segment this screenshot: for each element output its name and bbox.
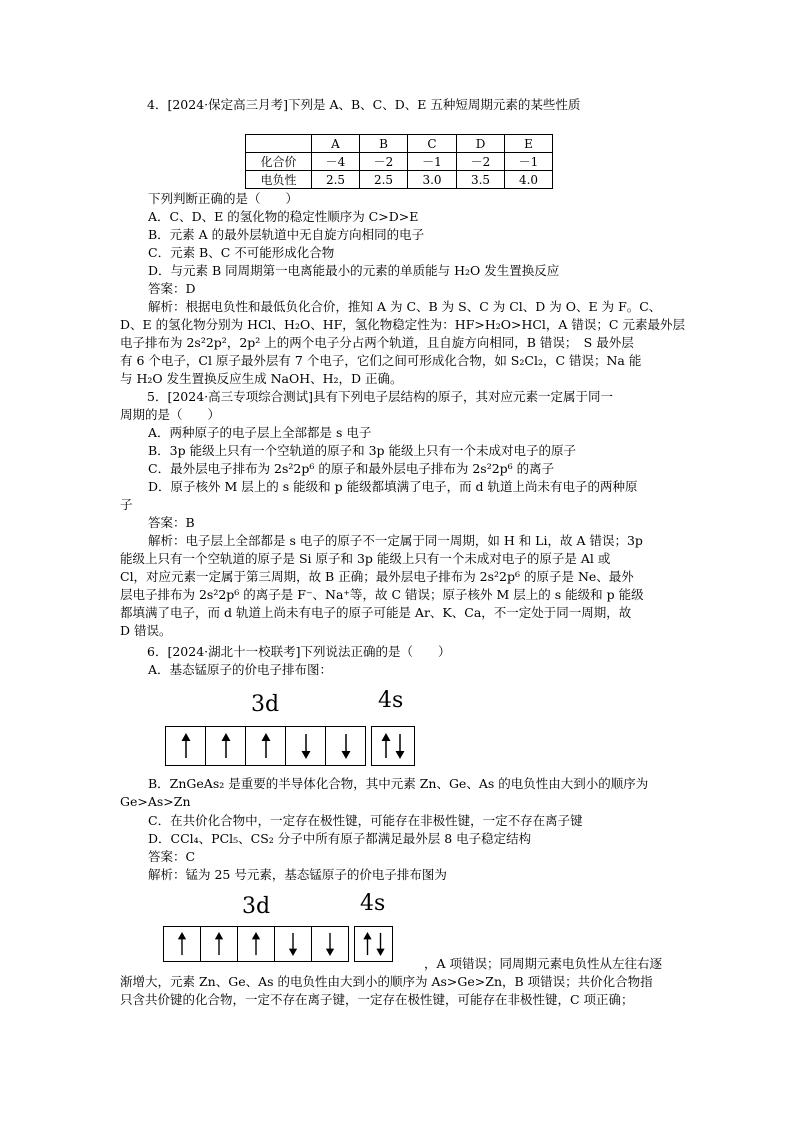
table-cell: D xyxy=(457,135,505,153)
q6-option-a: A．基态锰原子的价电子排布图： xyxy=(148,662,333,677)
q5-stem-cont: 周期的是（ ） xyxy=(120,407,221,422)
q6-stem: 6．[2024·湖北十一校联考]下列说法正确的是（ ） xyxy=(147,644,451,659)
table-cell: －2 xyxy=(360,153,408,171)
spin-up-arrow-icon xyxy=(379,733,393,759)
table-cell: 2.5 xyxy=(312,171,360,189)
table-cell xyxy=(246,135,312,153)
q5-explanation-line: 层电子排布为 2s²2p⁶ 的离子是 F⁻、Na⁺等，故 C 错误；原子核外 M 层上的 s 能级和 p 能级 xyxy=(120,587,644,602)
table-cell: A xyxy=(312,135,360,153)
spin-down-arrow-icon xyxy=(339,733,353,759)
q5-option-d: D．原子核外 M 层上的 s 能级和 p 能级都填满了电子，而 d 轨道上尚未有电子的两种原 xyxy=(148,479,638,494)
table-cell: 电负性 xyxy=(246,171,312,189)
q4-explanation-line: 有 6 个电子，Cl 原子最外层有 7 个电子，它们之间可形成化合物，如 S₂Cl₂，C 错误；Na 能 xyxy=(120,353,642,368)
q5-explanation-line: 能级上只有一个空轨道的原子是 Si 原子和 3p 能级上只有一个未成对电子的原子是 Al 或 xyxy=(120,551,611,566)
table-cell: 4.0 xyxy=(505,171,553,189)
q6-option-b-cont: Ge>As>Zn xyxy=(120,794,191,809)
orbital-box xyxy=(372,727,414,765)
table-cell: －1 xyxy=(408,153,457,171)
table-cell: 化合价 xyxy=(246,153,312,171)
table-header-row xyxy=(246,135,553,153)
orbital-box xyxy=(166,727,206,765)
table-cell: E xyxy=(505,135,553,153)
spin-up-arrow-icon xyxy=(175,932,189,956)
orbital-box xyxy=(275,927,312,961)
orbital-box xyxy=(286,727,326,765)
orbital-box xyxy=(206,727,246,765)
orbital-box xyxy=(326,727,365,765)
table-cell: －2 xyxy=(457,153,505,171)
table-cell: C xyxy=(408,135,457,153)
q4-option-d: D．与元素 B 同周期第一电离能最小的元素的单质能与 H₂O 发生置换反应 xyxy=(148,263,560,278)
spin-up-arrow-icon xyxy=(179,733,193,759)
q5-option-d-cont: 子 xyxy=(120,497,133,512)
spin-up-arrow-icon xyxy=(361,932,374,956)
q6-explanation-intro: 解析：锰为 25 号元素，基态锰原子的价电子排布图为 xyxy=(148,867,447,882)
table-cell: B xyxy=(360,135,408,153)
q6-explanation-line: 只含共价键的化合物，一定不存在离子键，一定存在极性键，可能存在非极性键，C 项正确； xyxy=(120,992,634,1007)
q4-stem: 4．[2024·保定高三月考]下列是 A、B、C、D、E 五种短周期元素的某些性质 xyxy=(147,97,581,112)
spin-down-arrow-icon xyxy=(323,932,337,956)
spin-down-arrow-icon xyxy=(299,733,313,759)
orbital-3d-boxes xyxy=(165,726,366,766)
q4-explanation-line: D、E 的氢化物分别为 HCl、H₂O、HF，氢化物稳定性为：HF>H₂O>HCl，A 错误；C 元素最外层 xyxy=(120,317,685,332)
q6-answer: 答案：C xyxy=(148,849,196,864)
orbital-4s-box xyxy=(371,726,415,766)
q5-explanation-line: Cl，对应元素一定属于第三周期，故 B 正确；最外层电子排布为 2s²2p⁶ 的原子是 Ne、最外 xyxy=(120,569,634,584)
spin-down-arrow-icon xyxy=(286,932,300,956)
q4-option-c: C．元素 B、C 不可能形成化合物 xyxy=(148,245,335,260)
q6-option-d: D．CCl₄、PCl₅、CS₂ 分子中所有原子都满足最外层 8 电子稳定结构 xyxy=(148,831,532,846)
label-3d: 3d xyxy=(251,692,280,717)
orbital-box xyxy=(246,727,286,765)
q5-explanation-line: D 错误。 xyxy=(120,623,172,638)
table-row xyxy=(246,171,553,189)
properties-table xyxy=(245,134,553,189)
q5-option-a: A．两种原子的电子层上全部都是 s 电子 xyxy=(148,425,372,440)
table-cell: 3.0 xyxy=(408,171,457,189)
spin-up-arrow-icon xyxy=(249,932,263,956)
q6-explanation-line: ，A 项错误；同周期元素电负性从左往右逐 xyxy=(424,956,663,971)
table-cell: －4 xyxy=(312,153,360,171)
q4-explanation-line: 解析：根据电负性和最低负化合价，推知 A 为 C、B 为 S、C 为 Cl、D 为 O、E 为 F。C、 xyxy=(148,299,662,314)
orbital-box xyxy=(312,927,348,961)
q5-answer: 答案：B xyxy=(148,515,195,530)
q4-answer: 答案：D xyxy=(148,281,196,296)
orbital-box xyxy=(201,927,238,961)
spin-up-arrow-icon xyxy=(219,733,233,759)
table-cell: 3.5 xyxy=(457,171,505,189)
q4-option-b: B．元素 A 的最外层轨道中无自旋方向相同的电子 xyxy=(148,227,425,242)
q5-explanation-line: 解析：电子层上全部都是 s 电子的原子不一定属于同一周期，如 H 和 Li，故 A 错误；3p xyxy=(148,533,643,548)
q4-explanation-line: 电子排布为 2s²2p²，2p² 上的两个电子分占两个轨道，且自旋方向相同，B 错误； S 最外层 xyxy=(120,335,634,350)
q4-explanation-line: 与 H₂O 发生置换反应生成 NaOH、H₂，D 正确。 xyxy=(120,371,403,386)
label-3d: 3d xyxy=(242,894,271,919)
orbital-box xyxy=(355,927,392,961)
label-4s: 4s xyxy=(360,891,386,916)
orbital-box xyxy=(238,927,275,961)
spin-down-arrow-icon xyxy=(374,932,387,956)
q5-stem: 5．[2024·高三专项综合测试]具有下列电子层结构的原子，其对应元素一定属于同一 xyxy=(147,389,613,404)
spin-up-arrow-icon xyxy=(212,932,226,956)
table-row xyxy=(246,153,553,171)
orbital-3d-boxes xyxy=(163,926,349,962)
orbital-box xyxy=(164,927,201,961)
q6-option-b: B．ZnGeAs₂ 是重要的半导体化合物，其中元素 Zn、Ge、As 的电负性由大到小的顺序为 xyxy=(148,776,649,791)
q6-option-c: C．在共价化合物中，一定存在极性键，可能存在非极性键，一定不存在离子键 xyxy=(148,813,583,828)
q4-ask: 下列判断正确的是（ ） xyxy=(148,191,299,206)
q5-option-c: C．最外层电子排布为 2s²2p⁶ 的原子和最外层电子排布为 2s²2p⁶ 的离子 xyxy=(148,461,555,476)
spin-up-arrow-icon xyxy=(259,733,273,759)
orbital-4s-box xyxy=(354,926,393,962)
label-4s: 4s xyxy=(378,688,404,713)
table-cell: －1 xyxy=(505,153,553,171)
spin-down-arrow-icon xyxy=(393,733,407,759)
q4-option-a: A．C、D、E 的氢化物的稳定性顺序为 C>D>E xyxy=(148,209,419,224)
q5-option-b: B．3p 能级上只有一个空轨道的原子和 3p 能级上只有一个未成对电子的原子 xyxy=(148,443,577,458)
q6-explanation-line: 渐增大，元素 Zn、Ge、As 的电负性由大到小的顺序为 As>Ge>Zn，B 项错误；共价化合物指 xyxy=(120,974,653,989)
table-cell: 2.5 xyxy=(360,171,408,189)
q5-explanation-line: 都填满了电子，而 d 轨道上尚未有电子的原子可能是 Ar、K、Ca，不一定处于同一周期，故 xyxy=(120,605,632,620)
